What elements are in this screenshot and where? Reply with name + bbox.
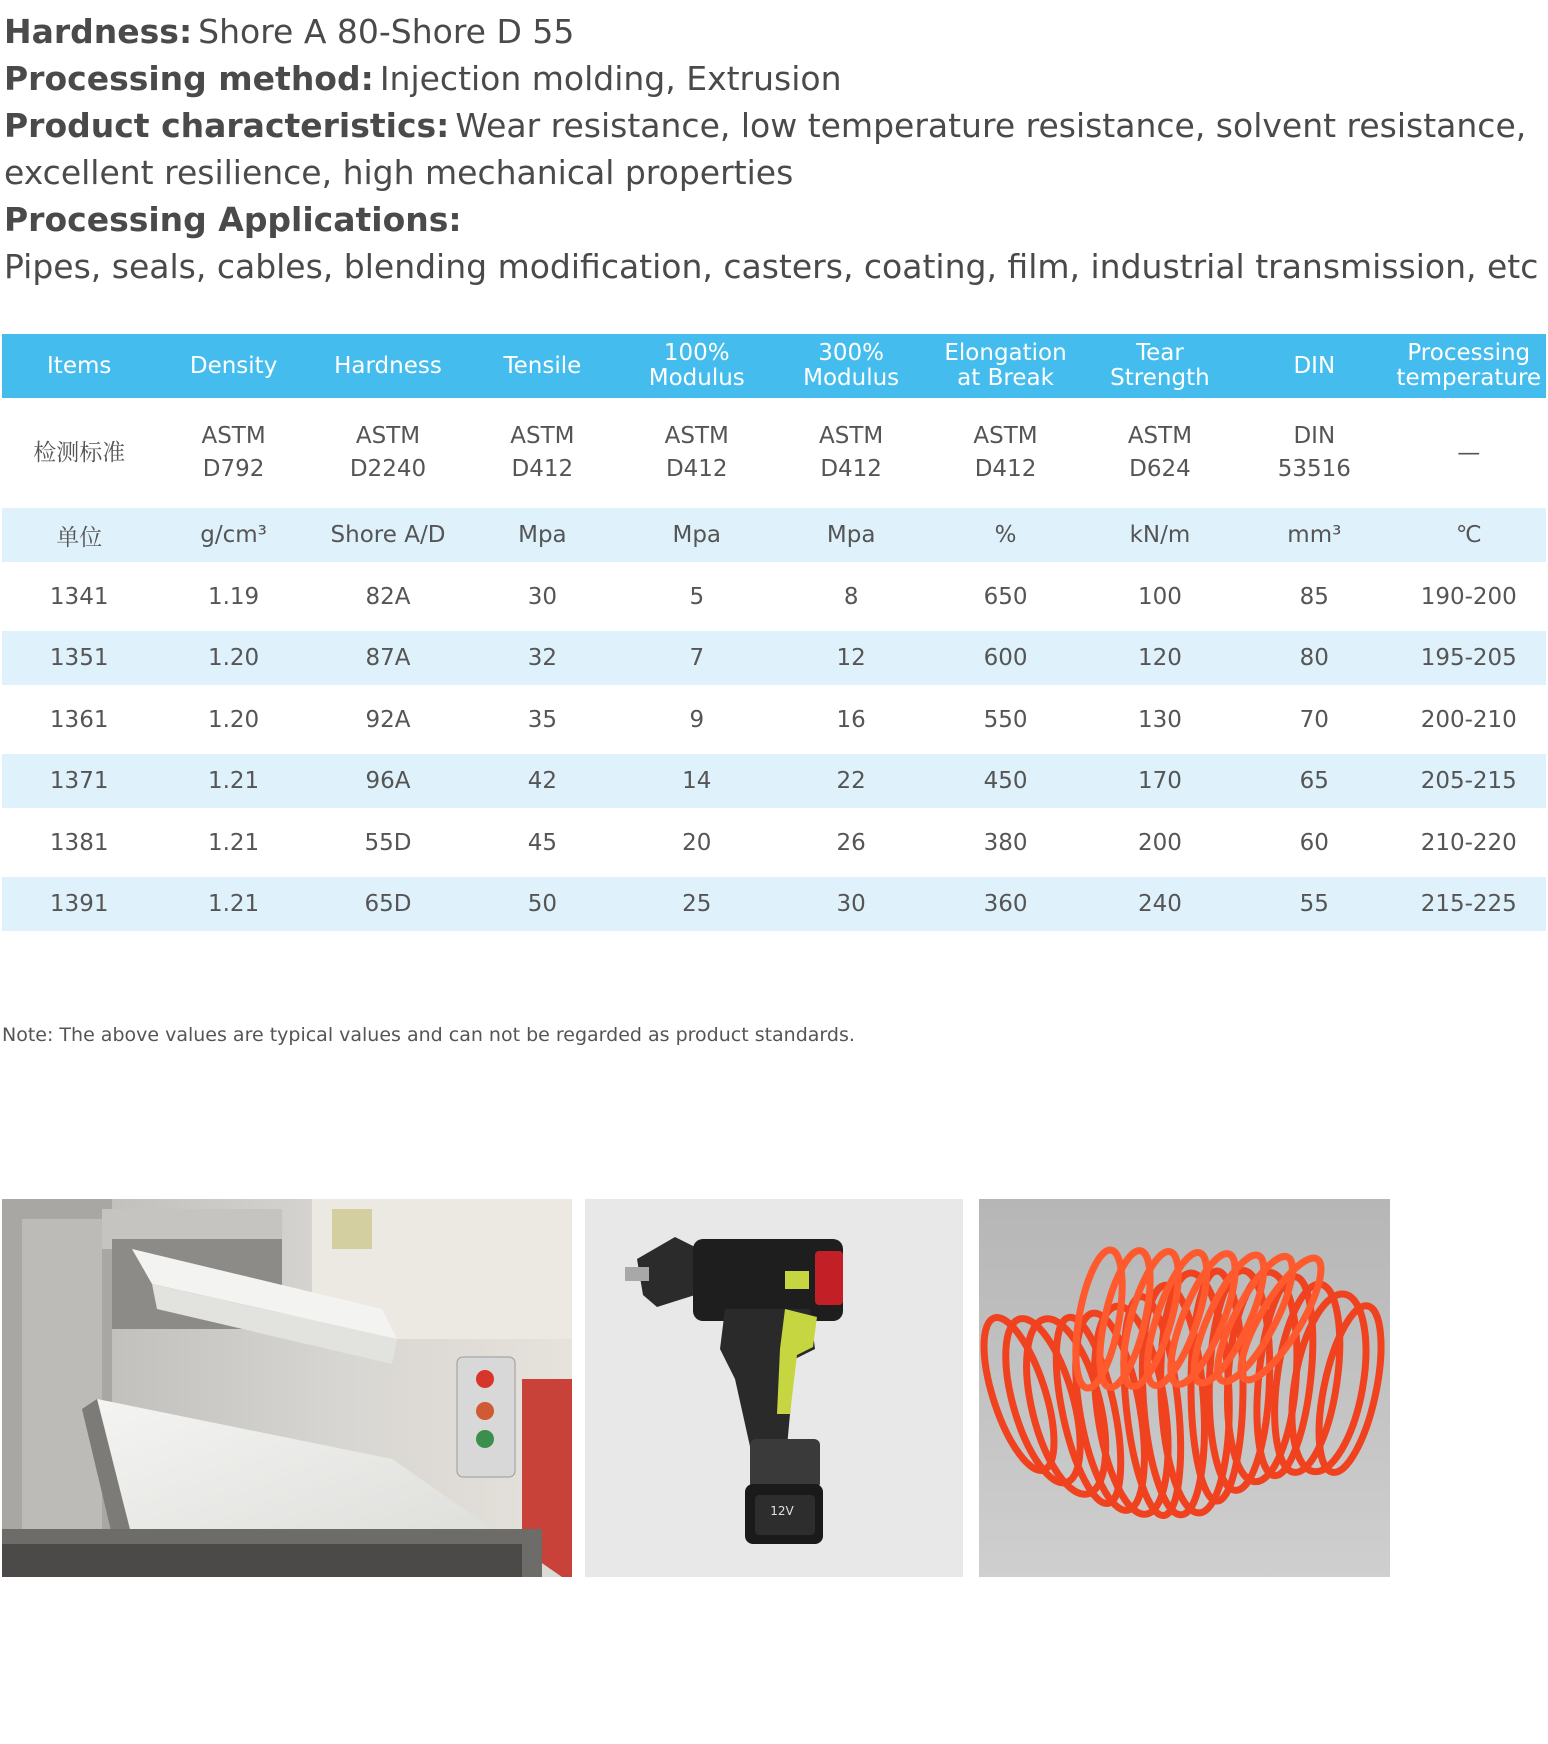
spec-applications-value (4, 243, 1539, 290)
table-cell: 85 (1299, 583, 1329, 610)
table-cell: 1351 (2, 631, 156, 685)
table-cell: 16 (836, 706, 866, 733)
cell-line: ASTM (973, 423, 1038, 449)
table-cell: 1341 (49, 583, 109, 610)
table-row (2, 685, 1546, 754)
spec-label: Processing Applications: (4, 200, 462, 239)
column-header-line: Processing (1407, 340, 1531, 366)
column-header-line: Tensile (503, 352, 582, 379)
table-header-row (2, 334, 1546, 398)
table-cell: kN/m (1083, 508, 1237, 562)
table-cell: 50 (465, 877, 619, 931)
cell-line: D412 (974, 456, 1037, 482)
table-cell: 22 (774, 754, 928, 808)
table-cell: 205-215 (1392, 754, 1546, 808)
drill-battery-label: 12V (770, 1504, 794, 1518)
spec-applications (4, 196, 1504, 243)
table-cell: 1361 (49, 706, 109, 733)
table-cell: 240 (1083, 877, 1237, 931)
table-cell: Mpa (465, 508, 619, 562)
spec-characteristics (4, 102, 1527, 149)
column-header-line: Items (47, 352, 112, 379)
table-cell: 200 (1137, 829, 1182, 856)
spec-value: Shore A 80-Shore D 55 (198, 12, 575, 51)
cell-line: DIN (1293, 423, 1336, 449)
column-header-line: Elongation (944, 340, 1067, 366)
table-cell: 25 (620, 877, 774, 931)
coiled-hose-photo (979, 1199, 1390, 1577)
table-cell: 1.20 (156, 631, 310, 685)
table-row (2, 562, 1546, 631)
cell-line: D412 (665, 456, 728, 482)
cordless-drill-photo (585, 1199, 963, 1577)
hose-image (979, 1199, 1390, 1577)
table-note: Note: The above values are typical values and can not be regarded as product standards. (2, 1024, 855, 1046)
spec-value: Pipes, seals, cables, blending modification, casters, coating, film, industrial transmission, etc (4, 247, 1539, 286)
table-cell: 1.21 (207, 829, 260, 856)
spec-label: Product characteristics: (4, 106, 450, 145)
table-row (2, 808, 1546, 877)
table-cell: 1381 (49, 829, 109, 856)
properties-table (2, 334, 1546, 931)
cell-line: ASTM (510, 423, 575, 449)
table-cell: 550 (983, 706, 1028, 733)
cell-line: D792 (202, 456, 265, 482)
table-cell: 60 (1299, 829, 1329, 856)
spec-hardness (4, 8, 1504, 55)
column-header-line: Tear (1136, 340, 1184, 366)
table-cell: 380 (983, 829, 1028, 856)
table-cell: 65 (1237, 754, 1391, 808)
table-cell: 30 (527, 583, 557, 610)
table-cell (2, 398, 156, 508)
table-cell: 35 (527, 706, 557, 733)
spec-characteristics-continued (4, 149, 1504, 196)
cell-line: D624 (1129, 456, 1191, 482)
column-header (1237, 334, 1391, 398)
cell-line: 检测标准 (33, 439, 126, 466)
table-cell (1392, 398, 1546, 508)
table-cell: 80 (1237, 631, 1391, 685)
cell-line: ASTM (201, 423, 266, 449)
cell-line: 53516 (1277, 456, 1351, 482)
table-cell: 120 (1083, 631, 1237, 685)
table-cell: 130 (1137, 706, 1182, 733)
table-cell: 200-210 (1420, 706, 1517, 733)
table-cell: 45 (527, 829, 557, 856)
table-cell: 55 (1237, 877, 1391, 931)
column-header-line: Strength (1110, 365, 1210, 391)
table-cell: 1.20 (207, 706, 260, 733)
table-cell: 65D (311, 877, 465, 931)
column-header (928, 334, 1082, 398)
table-cell: 14 (620, 754, 774, 808)
table-cell (774, 398, 928, 508)
table-cell: 1.21 (156, 754, 310, 808)
column-header-line: at Break (957, 365, 1054, 391)
cell-line: D412 (511, 456, 574, 482)
table-cell: 1.19 (207, 583, 260, 610)
table-cell: 92A (365, 706, 411, 733)
table-cell (1083, 398, 1237, 508)
column-header (311, 334, 465, 398)
drill-image (585, 1199, 963, 1577)
table-cell: 100 (1137, 583, 1182, 610)
spec-processing-method (4, 55, 1504, 102)
table-cell: 650 (983, 583, 1028, 610)
table-cell: 87A (311, 631, 465, 685)
table-cell: 1391 (2, 877, 156, 931)
cell-line: D2240 (349, 456, 427, 482)
table-cell: 195-205 (1392, 631, 1546, 685)
table-cell: Shore A/D (311, 508, 465, 562)
table-cell: 70 (1299, 706, 1329, 733)
table-cell: 1371 (2, 754, 156, 808)
column-header (465, 334, 619, 398)
product-specs (4, 8, 1539, 290)
table-cell: mm³ (1237, 508, 1391, 562)
spec-value: Wear resistance, low temperature resistance, solvent resistance, (455, 106, 1527, 145)
table-cell: 215-225 (1392, 877, 1546, 931)
table-cell: 5 (689, 583, 705, 610)
cell-line: ASTM (664, 423, 729, 449)
column-header-line: Hardness (334, 352, 442, 379)
spec-value: excellent resilience, high mechanical properties (4, 153, 794, 192)
table-cell: ℃ (1392, 508, 1546, 562)
table-cell: 360 (928, 877, 1082, 931)
table-cell: 55D (364, 829, 412, 856)
table-cell: 12 (774, 631, 928, 685)
table-cell: g/cm³ (156, 508, 310, 562)
spec-value: Injection molding, Extrusion (379, 59, 842, 98)
column-header (1083, 334, 1237, 398)
column-header (620, 334, 774, 398)
table-cell: 26 (836, 829, 866, 856)
table-cell: % (928, 508, 1082, 562)
table-row (2, 877, 1546, 931)
cell-line: D412 (820, 456, 882, 482)
conveyor-belt-photo (2, 1199, 572, 1577)
column-header-line: temperature (1396, 365, 1542, 391)
table-cell (156, 398, 310, 508)
table-cell: 9 (689, 706, 705, 733)
cell-line: ASTM (819, 423, 884, 449)
column-header (156, 334, 310, 398)
table-cell: Mpa (620, 508, 774, 562)
table-cell: Mpa (774, 508, 928, 562)
table-cell (928, 398, 1082, 508)
table-cell: 30 (774, 877, 928, 931)
cell-line: — (1457, 439, 1481, 466)
table-cell (311, 398, 465, 508)
column-header (2, 334, 156, 398)
table-cell (465, 398, 619, 508)
column-header-line: Density (189, 352, 278, 379)
table-cell: 190-200 (1420, 583, 1517, 610)
table-cell: 单位 (2, 508, 156, 562)
spec-label: Hardness: (4, 12, 193, 51)
unit-row (2, 508, 1546, 562)
table-cell: 82A (365, 583, 411, 610)
column-header-line: 100% (663, 340, 730, 366)
table-cell (1237, 398, 1391, 508)
table-cell: 450 (928, 754, 1082, 808)
column-header (1392, 334, 1546, 398)
table-cell: 1.21 (156, 877, 310, 931)
column-header-line: Modulus (648, 365, 745, 391)
table-body (2, 398, 1546, 931)
column-header (774, 334, 928, 398)
table-cell: 42 (465, 754, 619, 808)
table-cell: 210-220 (1420, 829, 1517, 856)
column-header-line: Modulus (803, 365, 900, 391)
table-cell (620, 398, 774, 508)
table-cell: 32 (465, 631, 619, 685)
cell-line: ASTM (355, 423, 421, 449)
column-header-line: DIN (1293, 352, 1336, 379)
conveyor-belt-image (2, 1199, 572, 1577)
table-row (2, 754, 1546, 808)
table-row (2, 631, 1546, 685)
table-cell: 170 (1083, 754, 1237, 808)
cell-line: ASTM (1127, 423, 1193, 449)
table-cell: 8 (843, 583, 859, 610)
table-cell: 600 (928, 631, 1082, 685)
table-cell: 96A (311, 754, 465, 808)
test-standard-row (2, 398, 1546, 508)
table-cell: 7 (620, 631, 774, 685)
spec-label: Processing method: (4, 59, 374, 98)
table-cell: 20 (682, 829, 712, 856)
column-header-line: 300% (818, 340, 885, 366)
